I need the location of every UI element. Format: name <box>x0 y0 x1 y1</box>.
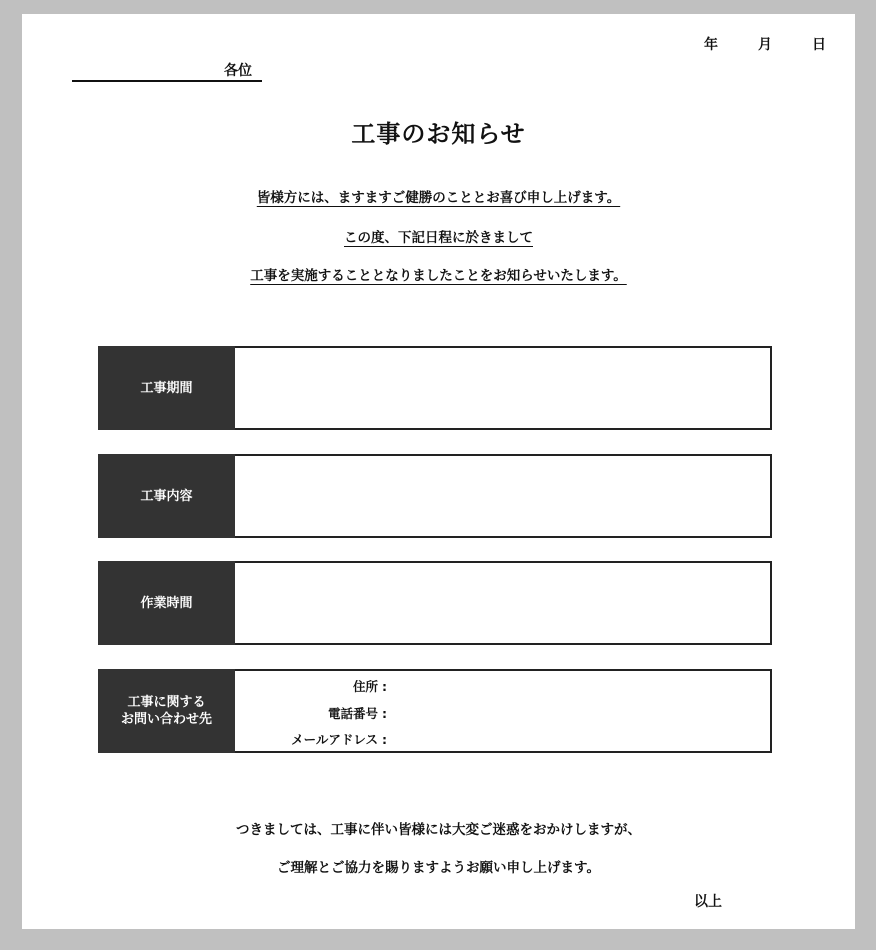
period-box <box>98 346 772 430</box>
content-label: 工事内容 <box>98 454 235 538</box>
phone-label: 電話番号 <box>327 706 378 721</box>
period-label: 工事期間 <box>98 346 235 430</box>
email-separator: : <box>382 732 387 747</box>
period-value-area[interactable] <box>235 348 770 428</box>
contact-label <box>98 669 235 753</box>
intro-text-1: 皆様方には、ますますご健勝のこととお喜び申し上げます。 <box>256 190 621 206</box>
content-value-area[interactable] <box>235 456 770 536</box>
phone-row <box>328 704 387 722</box>
closing-line-2: ご理解とご協力を賜りますようお願い申し上げます。 <box>277 860 600 876</box>
work-time-label: 作業時間 <box>98 561 235 645</box>
end-mark: 以上 <box>694 894 722 910</box>
work-time-value-area[interactable] <box>235 563 770 643</box>
intro-text-2: この度、下記日程に於きまして <box>344 230 533 246</box>
intro-text-3: 工事を実施することとなりましたことをお知らせいたします。 <box>250 268 627 284</box>
email-row <box>291 730 387 748</box>
date-day: 日 <box>812 37 826 53</box>
contact-box <box>98 669 772 753</box>
contact-label-line-1: 工事に関する <box>127 695 206 710</box>
document-page <box>22 14 855 929</box>
date-year: 年 <box>704 37 718 53</box>
intro-line-1 <box>22 186 855 206</box>
contact-label-line-2: お問い合わせ先 <box>120 712 212 727</box>
address-separator: : <box>382 679 387 694</box>
intro-line-2 <box>22 226 855 246</box>
recipient-underline <box>72 80 262 82</box>
address-label: 住所 <box>352 679 378 694</box>
recipient-label: 各位 <box>224 63 252 79</box>
content-box <box>98 454 772 538</box>
work-time-box <box>98 561 772 645</box>
address-row <box>353 677 387 695</box>
closing-line-1: つきましては、工事に伴い皆様には大変ご迷惑をおかけしますが、 <box>236 822 641 838</box>
date-month: 月 <box>758 37 772 53</box>
email-label: メールアドレス <box>291 732 378 747</box>
phone-separator: : <box>382 706 387 721</box>
intro-line-3 <box>22 264 855 284</box>
document-title: 工事のお知らせ <box>351 120 526 148</box>
